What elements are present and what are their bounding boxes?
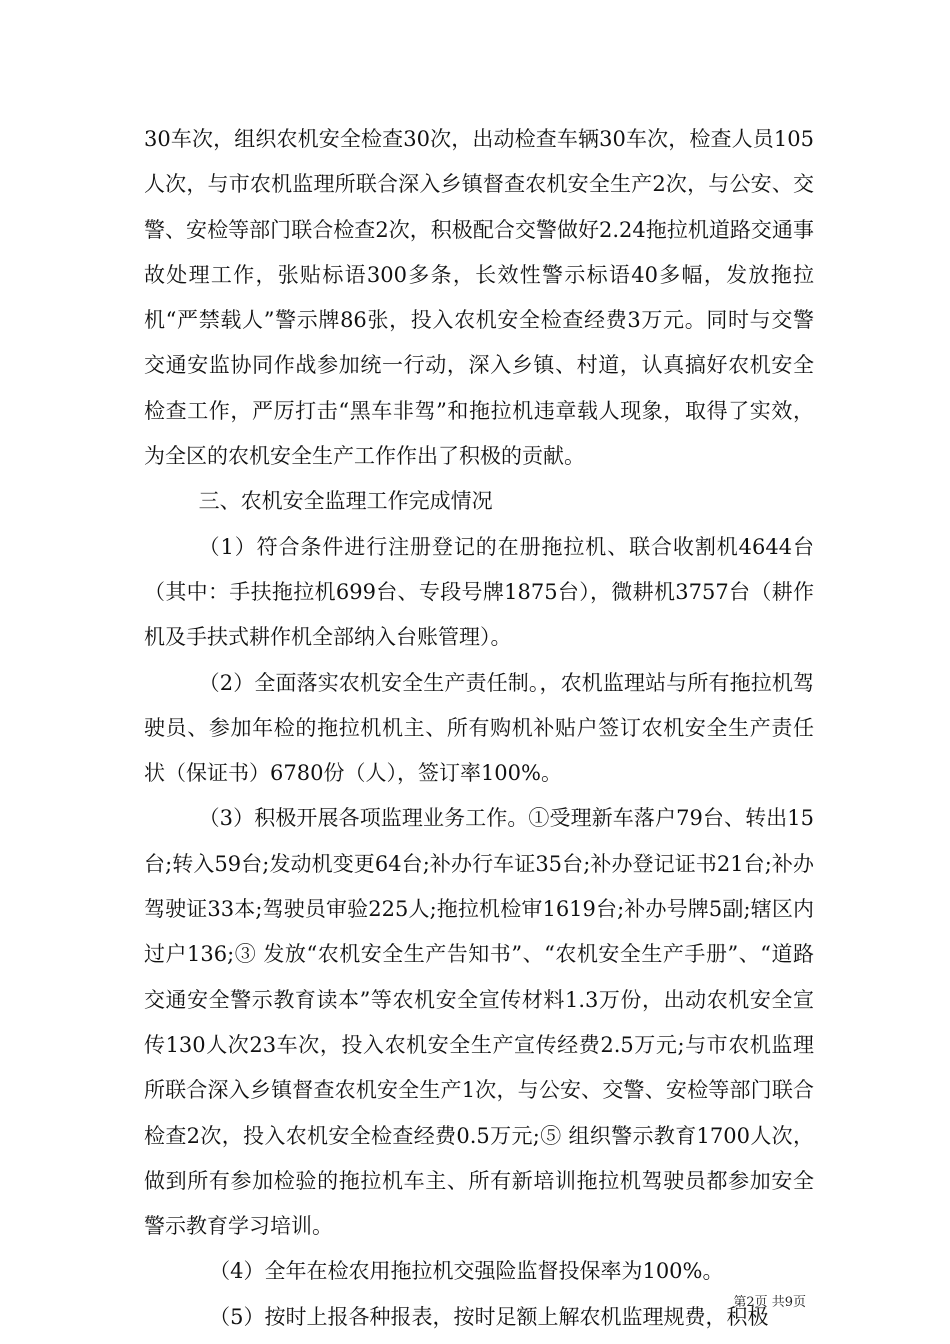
paragraph-item-4: （4）全年在检农用拖拉机交强险监督投保率为100%。: [209, 1259, 724, 1284]
paragraph-item-2: （2）全面落实农机安全生产责任制。，农机监理站与所有拖拉机驾驶员、参加年检的拖拉机机主、所有购机补贴户签订农机安全生产责任状（保证书）6780份（人），签订率100%。: [144, 670, 814, 786]
page-number: 第2页 共9页: [733, 1295, 806, 1310]
section-heading: 三、农机安全监理工作完成情况: [198, 489, 493, 514]
document-body: [144, 117, 814, 1340]
paragraph-item-5: （5）按时上报各种报表，按时足额上解农机监理规费，积极: [209, 1304, 769, 1329]
paragraph-item-1: （1）符合条件进行注册登记的在册拖拉机、联合收割机4644台（其中：手扶拖拉机699台、专段号牌1875台），微耕机3757台（耕作机及手扶式耕作机全部纳入台账管理）。: [144, 534, 814, 650]
paragraph-item-3: （3）积极开展各项监理业务工作。①受理新车落户79台、转出15台;转入59台;发动机变更64台;补办行车证35台;补办登记证书21台;补办驾驶证33本;驾驶员审验225人;拖拉机检审1619台;补办号牌5副;辖区内过户136;③ 发放“农机安全生产告知书”、“农机安全生产手册”、“道路交通安全警示教育读本”等农机安全宣传材料1.3万份，出动农机安全宣传130人次23车次，投入农机安全生产宣传经费2.5万元;与市农机监理所联合深入乡镇督查农机安全生产1次，与公安、交警、安检等部门联合检查2次，投入农机安全检查经费0.5万元;⑤ 组织警示教育1700人次，做到所有参加检验的拖拉机车主、所有新培训拖拉机驾驶员都参加安全警示教育学习培训。: [144, 806, 814, 1239]
paragraph-continuation: 30车次，组织农机安全检查30次，出动检查车辆30车次，检查人员105人次，与市农机监理所联合深入乡镇督查农机安全生产2次，与公安、交警、安检等部门联合检查2次，积极配合交警做好2.24拖拉机道路交通事故处理工作，张贴标语300多条，长效性警示标语40多幅，发放拖拉机“严禁载人”警示牌86张，投入农机安全检查经费3万元。同时与交警交通安监协同作战参加统一行动，深入乡镇、村道，认真搞好农机安全检查工作，严厉打击“黑车非驾”和拖拉机违章载人现象，取得了实效，为全区的农机安全生产工作作出了积极的贡献。: [144, 127, 814, 469]
